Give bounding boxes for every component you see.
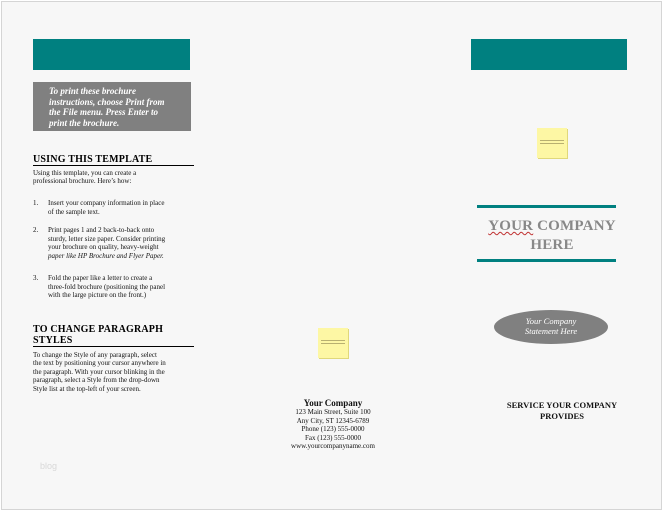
heading-using-template: USING THIS TEMPLATE (33, 154, 194, 166)
address-line: 123 Main Street, Suite 100 (295, 408, 371, 416)
title-bottom-rule (477, 259, 616, 262)
left-header-bar (33, 39, 190, 70)
service-heading: SERVICE YOUR COMPANY PROVIDES (506, 400, 618, 421)
address-line: Fax (123) 555-0000 (305, 433, 361, 442)
print-instructions-box (33, 82, 191, 131)
sticky-note-placeholder (537, 128, 567, 158)
sticky-note-placeholder (318, 328, 348, 358)
company-address-block (272, 398, 394, 451)
title-top-rule (477, 205, 616, 208)
list-item-3: 3. Fold the paper like a letter to create a three-fold brochure (positioning the panel with the large picture on the front.) (33, 274, 166, 300)
company-statement-oval: Your Company Statement Here (494, 310, 608, 344)
heading-change-paragraph-styles: TO CHANGE PARAGRAPH STYLES (33, 324, 194, 347)
list-item-1: 1. Insert your company information in place of the sample text. (33, 199, 165, 216)
instruction-line: instructions, choose Print from (49, 96, 165, 107)
intro-text: Using this template, you can create a professional brochure. Here’s how: (33, 169, 137, 186)
list-item-2: 2. Print pages 1 and 2 back-to-back onto sturdy, letter size paper. Consider printing your brochure on quality, heavy-weight paper like HP Brochure and Flyer Paper. (33, 226, 166, 260)
website-line: www.yourcompanyname.com (291, 442, 375, 451)
company-title: YOUR COMPANY HERE (488, 218, 616, 253)
instruction-line: To print these brochure (49, 86, 136, 96)
instruction-line: the File menu. Press Enter to (49, 107, 159, 117)
company-name: Your Company (303, 398, 363, 408)
address-line: Phone (123) 555-0000 (301, 425, 365, 434)
instruction-line: print the brochure. (49, 117, 120, 128)
right-header-bar (471, 39, 627, 70)
watermark-text: blog (40, 461, 58, 471)
change-styles-text: To change the Style of any paragraph, select the text by positioning your cursor anywhere in the paragraph. With your cursor blinking in the paragraph, select a Style from the drop-down Style list at the top-left of your screen. (33, 351, 166, 393)
brochure-page (1, 1, 662, 510)
address-line: Any City, ST 12345-6789 (296, 416, 370, 425)
